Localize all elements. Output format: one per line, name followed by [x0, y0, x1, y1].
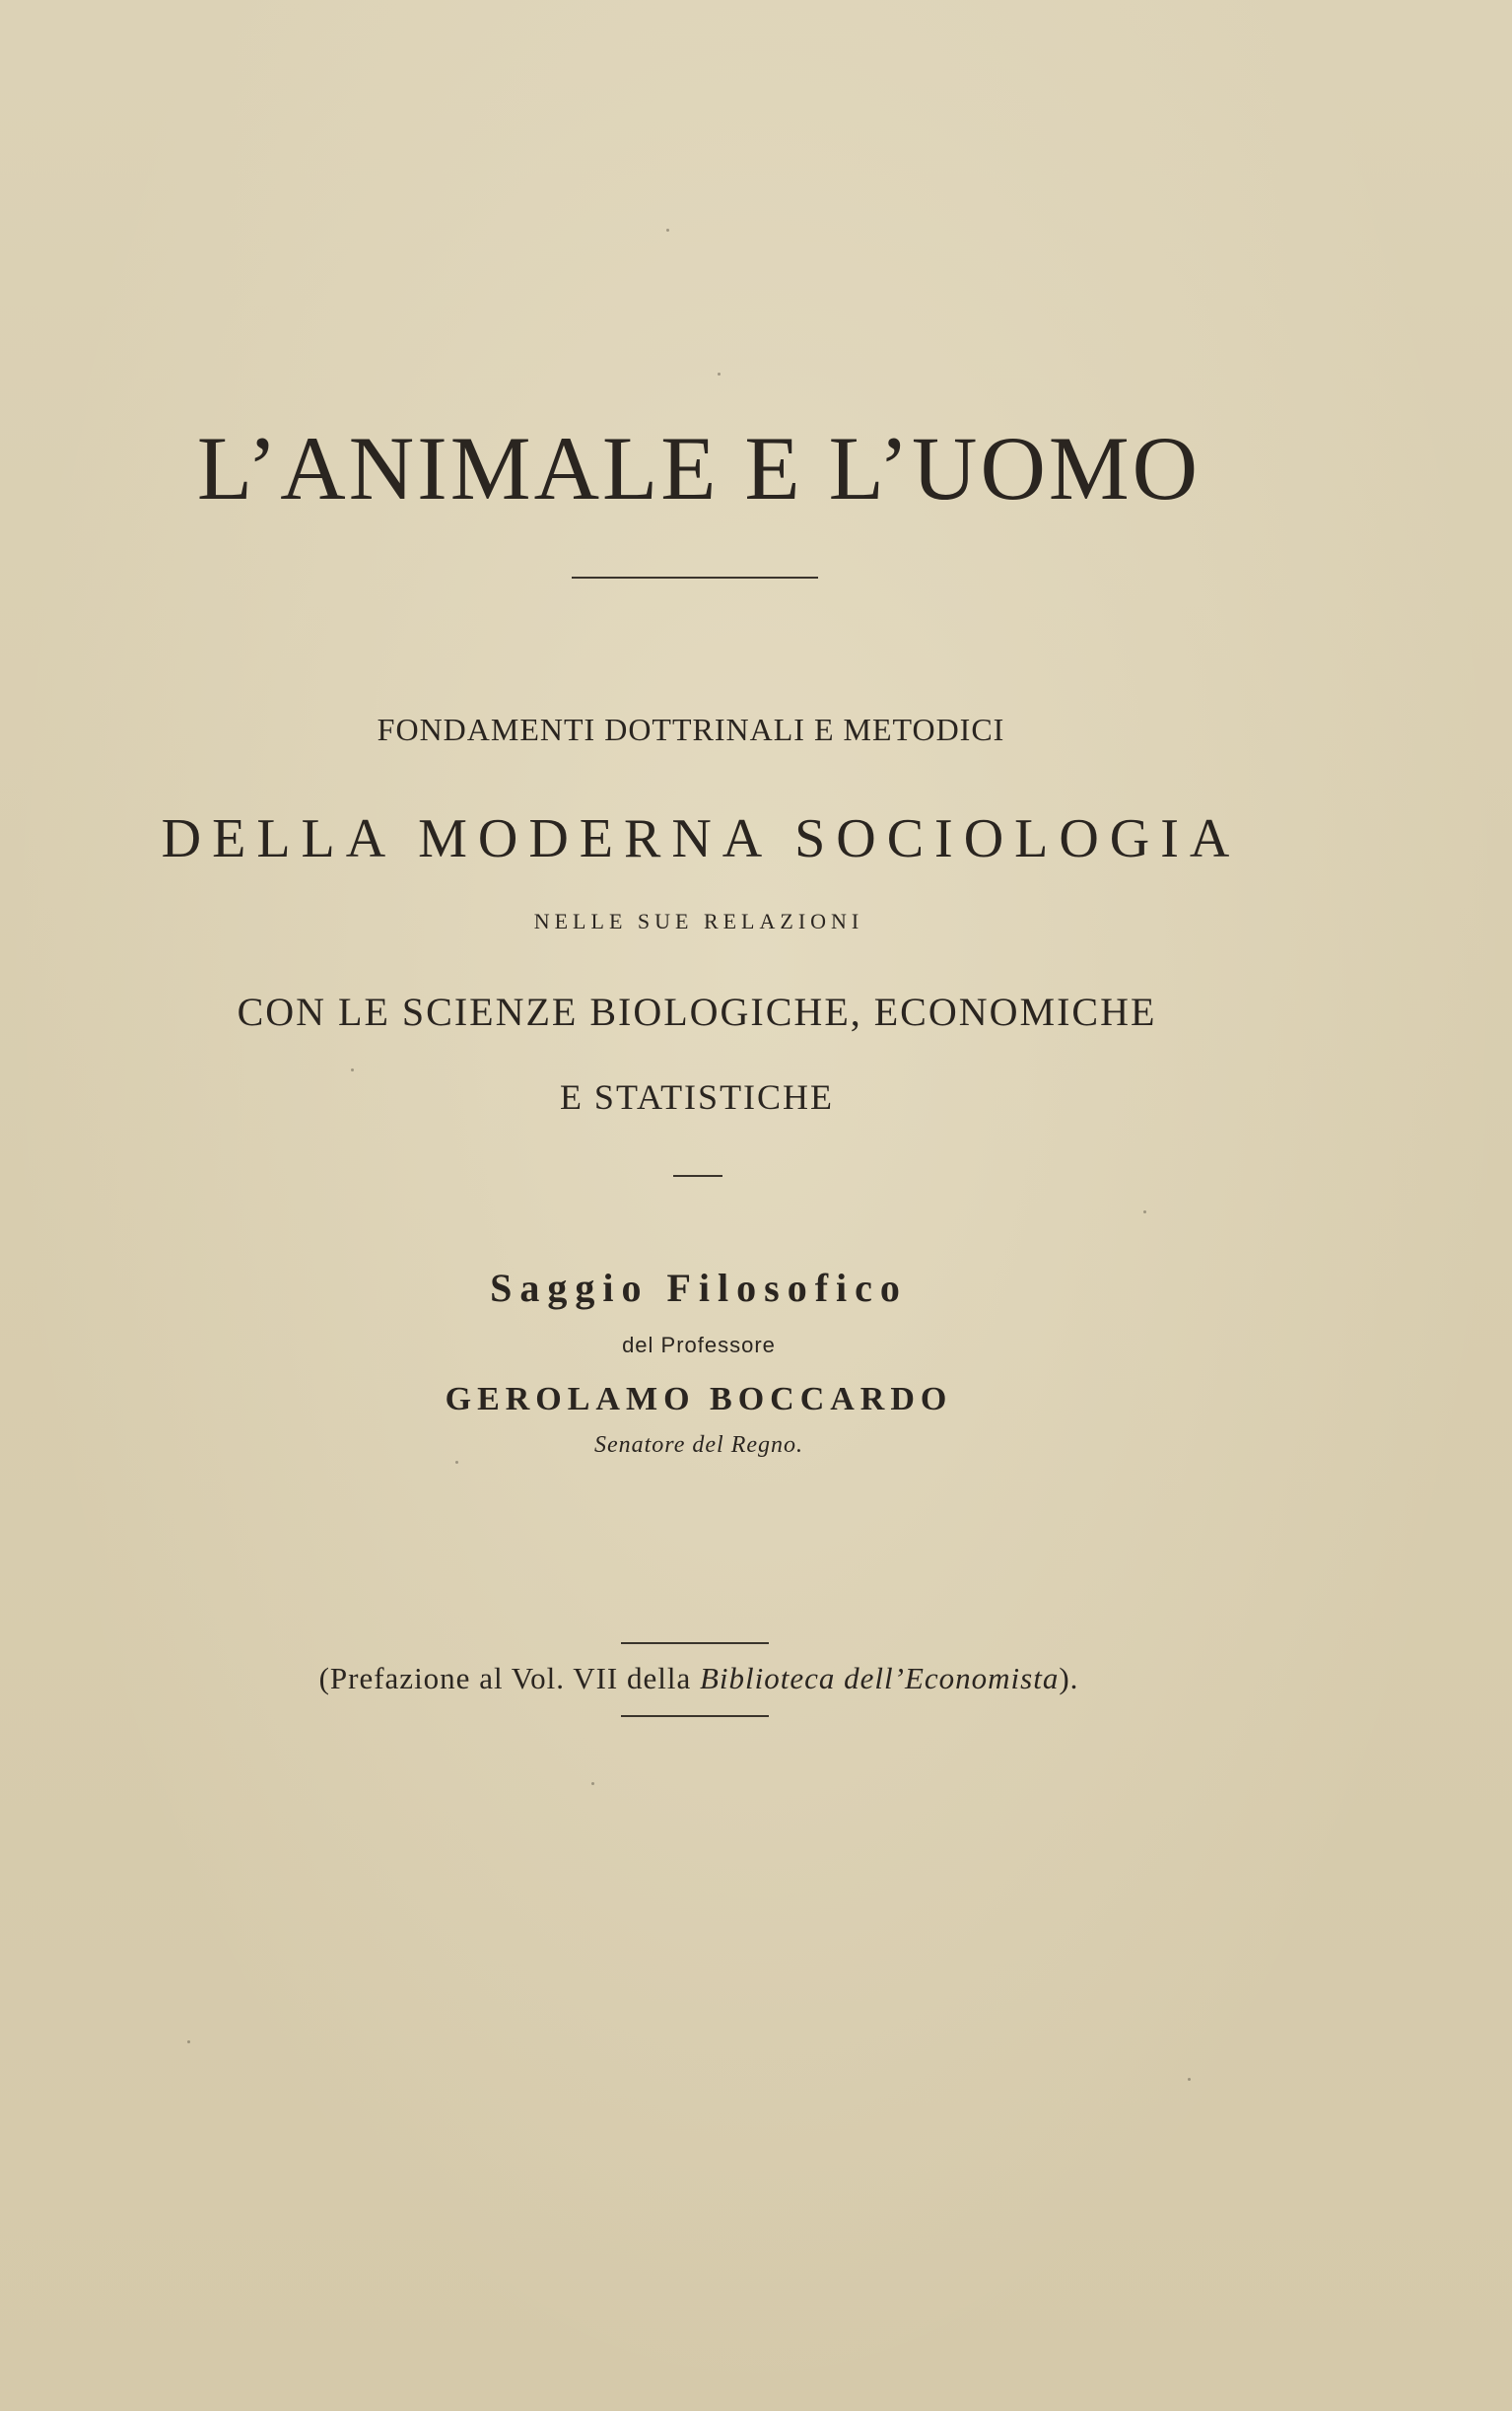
author-title: Senatore del Regno. — [593, 1432, 804, 1458]
preface-suffix: ). — [1059, 1661, 1079, 1695]
by-line: del Professore — [622, 1333, 776, 1357]
subtitle-line-5: E STATISTICHE — [559, 1077, 835, 1117]
author-name: GEROLAMO BOCCARDO — [445, 1381, 953, 1417]
essay-label: Saggio Filosofico — [490, 1266, 908, 1310]
paper-speck — [666, 229, 669, 232]
preface-italic-title: Biblioteca dell’Economista — [699, 1661, 1060, 1695]
paper-speck — [718, 373, 721, 376]
paper-speck — [351, 1068, 354, 1071]
subtitle-line-3: NELLE SUE RELAZIONI — [533, 909, 864, 933]
paper-speck — [591, 1782, 594, 1785]
paper-speck — [1143, 1210, 1146, 1213]
title-divider — [572, 577, 818, 579]
preface-prefix: (Prefazione al Vol. VII della — [318, 1661, 700, 1695]
preface-rule-bottom — [621, 1715, 769, 1717]
preface-note — [0, 1658, 1398, 1699]
main-title: L’ANIMALE E L’UOMO — [196, 418, 1202, 518]
paper-speck — [1188, 2078, 1191, 2081]
paper-speck — [455, 1461, 458, 1464]
preface-rule-top — [621, 1642, 769, 1644]
subtitle-line-1: FONDAMENTI DOTTRINALI E METODICI — [377, 712, 1005, 747]
subtitle-line-4: CON LE SCIENZE BIOLOGICHE, ECONOMICHE — [237, 990, 1157, 1034]
paper-speck — [187, 2040, 190, 2043]
subtitle-line-2: DELLA MODERNA SOCIOLOGIA — [161, 808, 1241, 869]
short-divider — [673, 1175, 722, 1177]
